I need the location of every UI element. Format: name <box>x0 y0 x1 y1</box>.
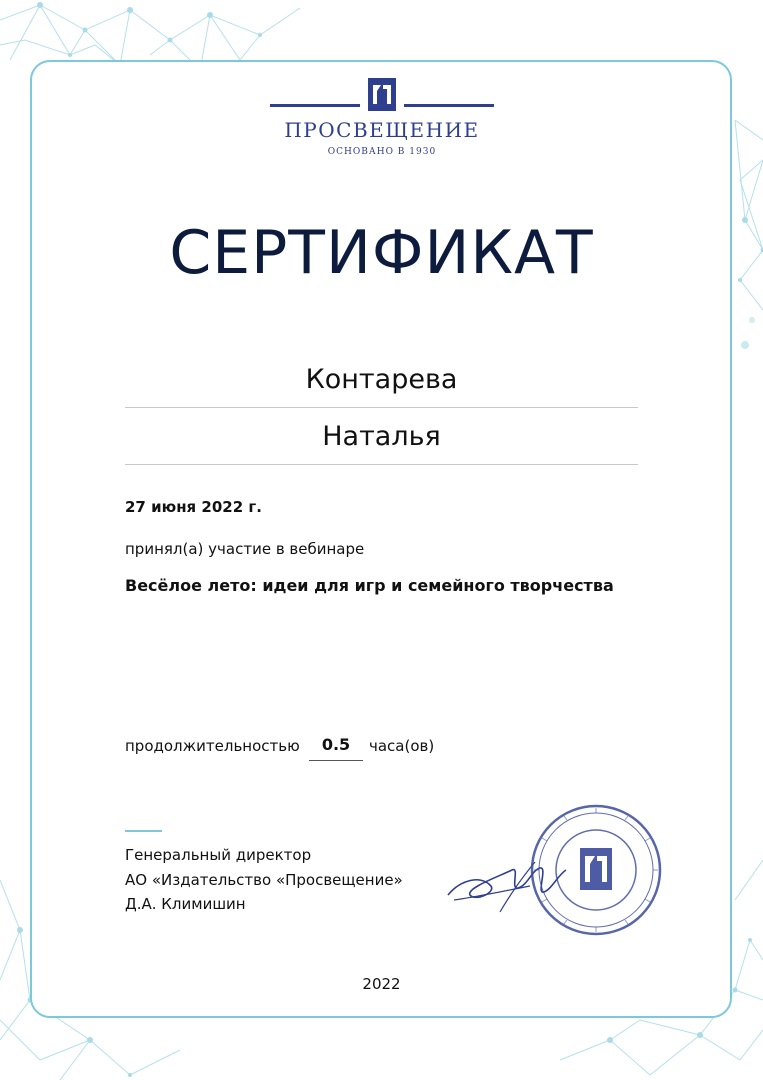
name-divider <box>125 464 638 465</box>
company-seal-icon <box>528 802 664 938</box>
certificate-year: 2022 <box>362 975 401 993</box>
logo-rule-left <box>270 104 360 107</box>
signatory-name: Д.А. Климишин <box>125 895 246 913</box>
publisher-logo-icon <box>368 78 396 111</box>
duration-label: продолжительностью <box>125 737 300 755</box>
logo-rule-right <box>404 104 494 107</box>
brand-tagline: ОСНОВАНО В 1930 <box>327 147 437 157</box>
certificate-title: СЕРТИФИКАТ <box>169 218 594 288</box>
certificate-date: 27 июня 2022 г. <box>125 498 262 516</box>
recipient-last-name: Контарева <box>305 364 458 395</box>
signatory-accent-rule <box>125 830 162 832</box>
webinar-title: Весёлое лето: идеи для игр и семейного творчества <box>125 576 614 595</box>
publisher-logo <box>270 78 494 160</box>
signatory-organization: АО «Издательство «Просвещение» <box>125 871 403 889</box>
recipient-first-name: Наталья <box>322 421 441 452</box>
duration-unit: часа(ов) <box>369 737 435 755</box>
name-divider <box>125 407 638 408</box>
signatory-position: Генеральный директор <box>125 846 312 864</box>
brand-name: ПРОСВЕЩЕНИЕ <box>284 118 480 142</box>
duration-value: 0.5 <box>309 735 363 761</box>
participation-text: принял(а) участие в вебинаре <box>125 540 365 558</box>
